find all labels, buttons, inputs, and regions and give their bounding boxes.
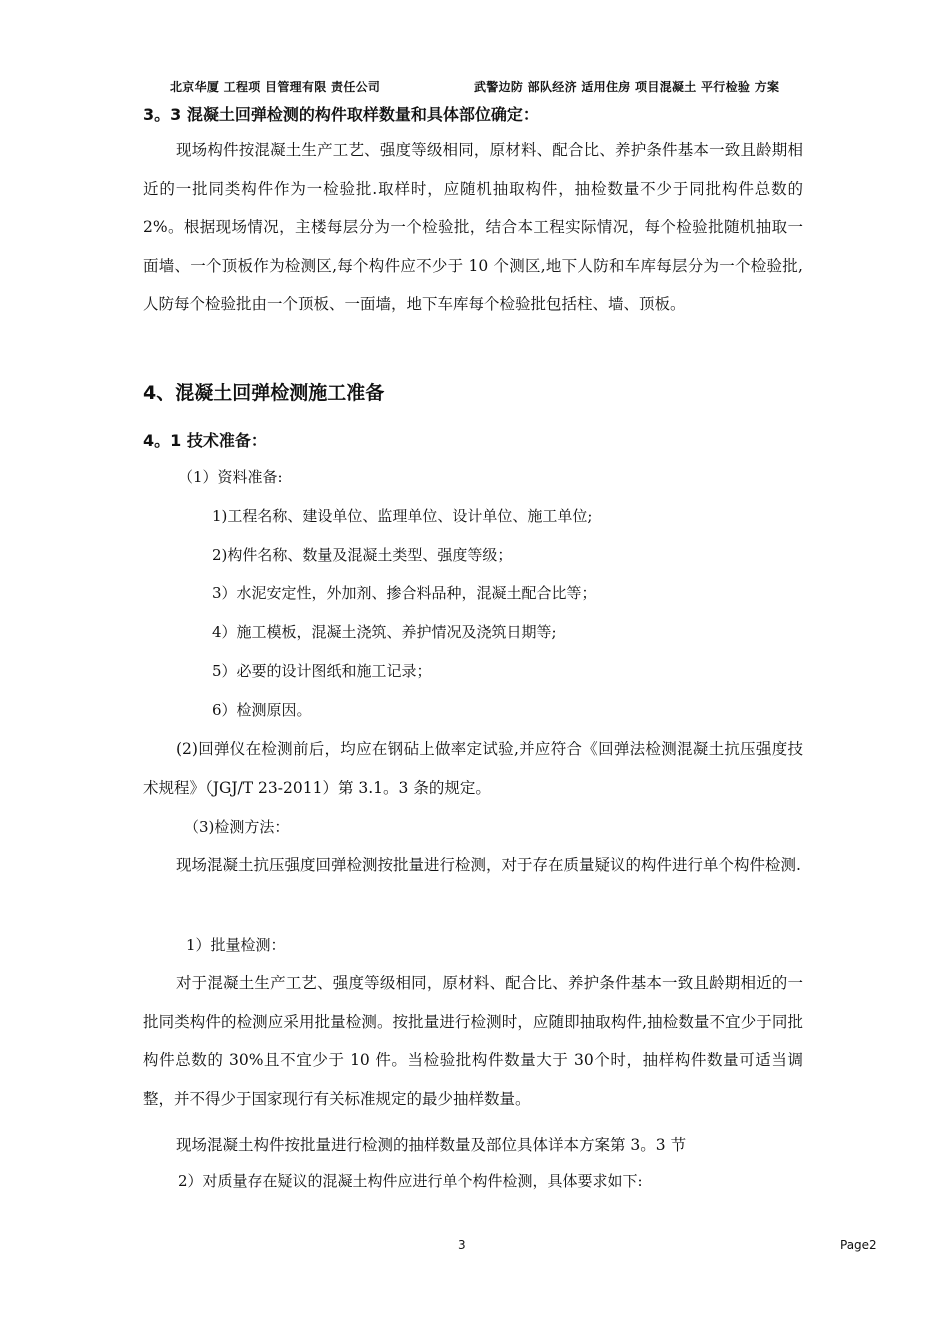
sub-item-6: 6）检测原因。 [212,701,312,719]
item-1-data-prep: （1）资料准备: [178,468,283,486]
page-number: 3 [458,1238,466,1252]
header-company: 北京华厦 工程项 目管理有限 责任公司 [170,80,381,94]
batch-reference-paragraph: 现场混凝土构件按批量进行检测的抽样数量及部位具体详本方案第 3。3 节 [176,1136,687,1154]
item-3-paragraph: 现场混凝土抗压强度回弹检测按批量进行检测，对于存在质量疑议的构件进行单个构件检测. [176,856,801,874]
sub-item-4: 4）施工模板，混凝土浇筑、养护情况及浇筑日期等; [212,623,557,641]
item-2-calibration: (2)回弹仪在检测前后，均应在钢砧上做率定试验,并应符合《回弹法检测混凝土抗压强度技术规程》（JGJ/T 23-2011）第 3.1。3 条的规定。 [143,740,803,797]
section-3-3-paragraph: 现场构件按混凝土生产工艺、强度等级相同，原材料、配合比、养护条件基本一致且龄期相近的一批同类构件作为一检验批.取样时，应随机抽取构件，抽检数量不少于同批构件总数的 2%。根据现场情况，主楼每层分为一个检验批，结合本工程实际情况，每个检验批随机抽取一面墙、一个顶板作为检测区,每个构件应不少于 10 个测区,地下人防和车库每层分为一个检验批,人防每个检验批由一个顶板、一面墙，地下车库每个检验批包括柱、墙、顶板。 [143,141,803,313]
item-3-method: （3)检测方法： [184,818,290,836]
section-4-1-heading: 4。1 技术准备： [143,431,267,450]
sub-item-5: 5）必要的设计图纸和施工记录； [212,662,432,680]
section-4-heading: 4、混凝土回弹检测施工准备 [143,382,385,404]
batch-detection-paragraph: 对于混凝土生产工艺、强度等级相同，原材料、配合比、养护条件基本一致且龄期相近的一批同类构件的检测应采用批量检测。按批量进行检测时，应随即抽取构件,抽检数量不宜少于同批构件总数的 30%且不宜少于 10 件。当检验批构件数量大于 30个时，抽样构件数量可适当调整，并不得少于国家现行有关标准规定的最少抽样数量。 [143,974,803,1108]
sub-item-2: 2)构件名称、数量及混凝土类型、强度等级； [212,546,513,564]
section-3-3-heading: 3。3 混凝土回弹检测的构件取样数量和具体部位确定： [143,105,539,124]
sub-item-1: 1)工程名称、建设单位、监理单位、设计单位、施工单位; [212,507,593,525]
page-label: Page2 [840,1238,877,1252]
single-detection-heading: 2）对质量存在疑议的混凝土构件应进行单个构件检测，具体要求如下: [178,1172,643,1190]
header-project: 武警边防 部队经济 适用住房 项目混凝土 平行检验 方案 [474,80,780,94]
sub-item-3: 3）水泥安定性，外加剂、掺合料品种，混凝土配合比等； [212,584,597,602]
batch-detection-heading: 1）批量检测： [186,936,286,954]
